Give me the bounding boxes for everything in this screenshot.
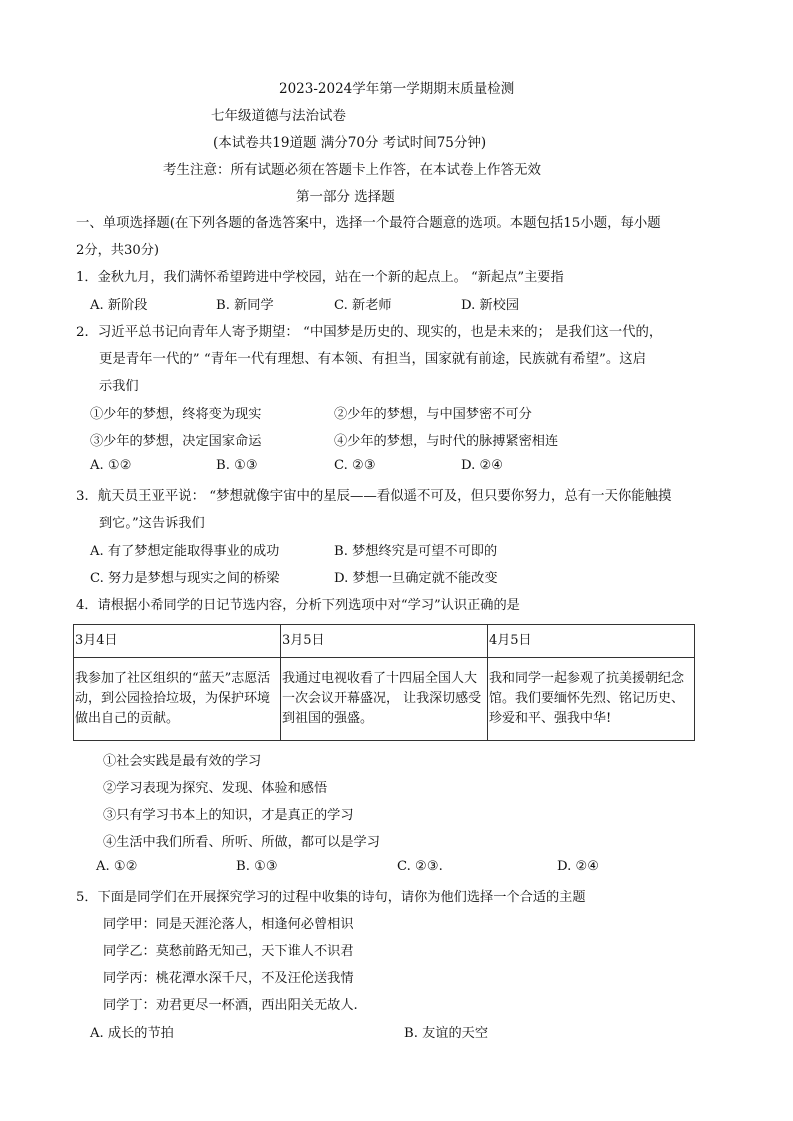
q5-option-b: B. 友谊的天空 bbox=[404, 1026, 489, 1041]
q3-stem-line2: 到它。”这告诉我们 bbox=[99, 516, 205, 531]
q4-statement-4: ④生活中我们所看、所听、所做，都可以是学习 bbox=[103, 835, 380, 850]
diary-entry-2: 我通过电视收看了十四届全国人大一次会议开幕盛况， 让我深切感受到祖国的强盛。 bbox=[281, 658, 488, 741]
q3-option-a: A. 有了梦想定能取得事业的成功 bbox=[90, 544, 280, 559]
q5-poem-4: 同学丁：劝君更尽一杯酒，西出阳关无故人. bbox=[103, 998, 358, 1013]
diary-table bbox=[73, 624, 695, 741]
diary-entry-3: 我和同学一起参观了抗美援朝纪念馆。我们要缅怀先烈、铭记历史、珍爱和平、强我中华! bbox=[488, 658, 695, 741]
diary-table-entry-row bbox=[74, 658, 695, 741]
q2-statement-1: ①少年的梦想，终将变为现实 bbox=[90, 407, 262, 422]
q2-option-b: B. ①③ bbox=[216, 458, 258, 473]
q5-option-a: A. 成长的节拍 bbox=[90, 1026, 174, 1041]
q2-stem-line1: 2．习近平总书记向青年人寄予期望： “中国梦是历史的、现实的，也是未来的； 是我们这一代的， bbox=[76, 325, 663, 340]
q5-stem: 5．下面是同学们在开展探究学习的过程中收集的诗句，请你为他们选择一个合适的主题 bbox=[76, 890, 586, 905]
q5-poem-2: 同学乙：莫愁前路无知己，天下谁人不识君 bbox=[103, 944, 354, 959]
q2-option-d: D. ②④ bbox=[461, 458, 504, 473]
diary-date-3: 4月5日 bbox=[488, 625, 695, 658]
q4-option-b: B. ①③ bbox=[236, 859, 278, 874]
q1-option-a: A. 新阶段 bbox=[90, 298, 148, 313]
q4-option-a: A. ①② bbox=[96, 859, 138, 874]
diary-entry-1: 我参加了社区组织的“蓝天”志愿活动，到公园捡拾垃圾，为保护环境做出自己的贡献。 bbox=[74, 658, 281, 741]
exam-notice: 考生注意：所有试题必须在答题卡上作答，在本试卷上作答无效 bbox=[163, 162, 541, 178]
q1-option-b: B. 新同学 bbox=[216, 298, 274, 313]
q2-statement-4: ④少年的梦想，与时代的脉搏紧密相连 bbox=[334, 434, 559, 449]
q4-option-c: C. ②③. bbox=[397, 859, 443, 874]
q5-poem-1: 同学甲：同是天涯沦落人，相逢何必曾相识 bbox=[103, 917, 354, 932]
exam-info: (本试卷共19道题 满分70分 考试时间75分钟) bbox=[213, 135, 487, 151]
q2-stem-line3: 示我们 bbox=[99, 379, 139, 394]
q2-stem-line2: 更是青年一代的” “青年一代有理想、有本领、有担当，国家就有前途，民族就有希望”。这启 bbox=[99, 352, 647, 367]
q1-stem: 1．金秋九月，我们满怀希望跨进中学校园，站在一个新的起点上。 “新起点”主要指 bbox=[76, 270, 564, 285]
q2-statement-2: ②少年的梦想，与中国梦密不可分 bbox=[334, 407, 532, 422]
q4-stem: 4．请根据小希同学的日记节选内容，分析下列选项中对“学习”认识正确的是 bbox=[76, 598, 520, 613]
q4-statement-2: ②学习表现为探究、发现、体验和感悟 bbox=[103, 781, 328, 796]
q3-option-d: D. 梦想一旦确定就不能改变 bbox=[334, 571, 498, 586]
diary-table-header-row bbox=[74, 625, 695, 658]
q4-statement-3: ③只有学习书本上的知识，才是真正的学习 bbox=[103, 808, 354, 823]
q1-option-d: D. 新校园 bbox=[461, 298, 520, 313]
q2-option-a: A. ①② bbox=[90, 458, 132, 473]
section-heading-line2: 2分，共30分) bbox=[76, 243, 160, 258]
q3-stem-line1: 3．航天员王亚平说： “梦想就像宇宙中的星辰——看似遥不可及，但只要你努力，总有一天你能触摸 bbox=[76, 489, 672, 504]
subject-title: 七年级道德与法治试卷 bbox=[211, 108, 346, 124]
exam-title: 2023-2024学年第一学期期末质量检测 bbox=[279, 81, 515, 97]
q4-statement-1: ①社会实践是最有效的学习 bbox=[103, 754, 262, 769]
q1-option-c: C. 新老师 bbox=[334, 298, 392, 313]
diary-date-2: 3月5日 bbox=[281, 625, 488, 658]
diary-date-1: 3月4日 bbox=[74, 625, 281, 658]
section-heading-line1: 一、单项选择题(在下列各题的备选答案中，选择一个最符合题意的选项。本题包括15小题，每小题 bbox=[76, 216, 661, 231]
q3-option-c: C. 努力是梦想与现实之间的桥梁 bbox=[90, 571, 280, 586]
q2-option-c: C. ②③ bbox=[334, 458, 376, 473]
q2-statement-3: ③少年的梦想，决定国家命运 bbox=[90, 434, 262, 449]
part-title: 第一部分 选择题 bbox=[296, 189, 395, 205]
q3-option-b: B. 梦想终究是可望不可即的 bbox=[334, 544, 498, 559]
q4-option-d: D. ②④ bbox=[557, 859, 600, 874]
q5-poem-3: 同学丙：桃花潭水深千尺，不及汪伦送我情 bbox=[103, 971, 354, 986]
